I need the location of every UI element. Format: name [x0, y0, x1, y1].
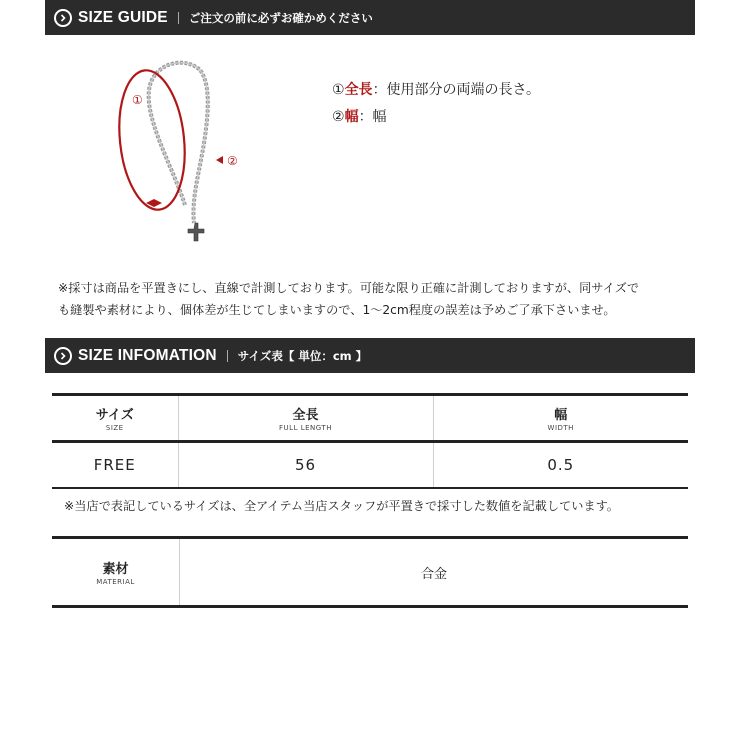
- marker-1: ①: [132, 93, 143, 107]
- store-measurement-note: ※当店で表記しているサイズは、全アイテム当店スタッフが平置きで採寸した数値を記載しています。: [64, 499, 619, 513]
- header-full-length: 全長 FULL LENGTH: [178, 395, 433, 442]
- header-width: 幅 WIDTH: [433, 395, 688, 442]
- chevron-right-circle-icon: [54, 347, 72, 365]
- marker-2: ②: [227, 154, 238, 168]
- cell-width: 0.5: [433, 442, 688, 489]
- necklace-chain: [149, 63, 208, 223]
- material-label: 素材 MATERIAL: [52, 538, 180, 607]
- measurement-note-line-1: ※採寸は商品を平置きにし、直線で計測しております。可能な限り正確に計測しておりますが、同サイズで: [58, 281, 640, 295]
- size-info-subtitle: サイズ表【 単位：cm 】: [237, 348, 368, 363]
- legend-term-2: 幅: [344, 109, 359, 125]
- size-guide-header: [45, 0, 695, 35]
- size-info-title: SIZE INFOMATION: [78, 346, 217, 364]
- width-arrow-icon: [216, 156, 223, 164]
- legend-desc-1: ：使用部分の両端の長さ。: [372, 82, 541, 98]
- legend-desc-2: ：幅: [358, 109, 387, 125]
- size-guide-subtitle: ご注文の前に必ずお確かめください: [188, 10, 373, 25]
- necklace-diagram: [112, 55, 257, 255]
- size-table: [52, 393, 688, 489]
- header-size: サイズ SIZE: [52, 395, 178, 442]
- size-guide-title: SIZE GUIDE: [78, 8, 168, 26]
- header-separator: [227, 350, 228, 362]
- size-table-header-row: [52, 395, 688, 442]
- measurement-note-line-2: も縫製や素材により、個体差が生じてしまいますので、1〜2cm程度の誤差は予めご了承下さいませ。: [58, 303, 616, 317]
- header-separator: [178, 12, 179, 24]
- size-info-header: [45, 338, 695, 373]
- material-value: 合金: [180, 538, 689, 607]
- table-row: [52, 442, 688, 489]
- cell-full-length: 56: [178, 442, 433, 489]
- material-table: [52, 536, 688, 608]
- legend-num-2: ②: [332, 109, 345, 125]
- table-row: [52, 538, 688, 607]
- necklace-chain-inner: [149, 63, 208, 223]
- legend-full-length: [332, 79, 540, 99]
- chevron-right-circle-icon: [54, 9, 72, 27]
- cell-size: FREE: [52, 442, 178, 489]
- cross-pendant-icon: [188, 223, 204, 241]
- legend-num-1: ①: [332, 82, 345, 98]
- legend-term-1: 全長: [344, 82, 373, 98]
- legend-width: [332, 106, 387, 126]
